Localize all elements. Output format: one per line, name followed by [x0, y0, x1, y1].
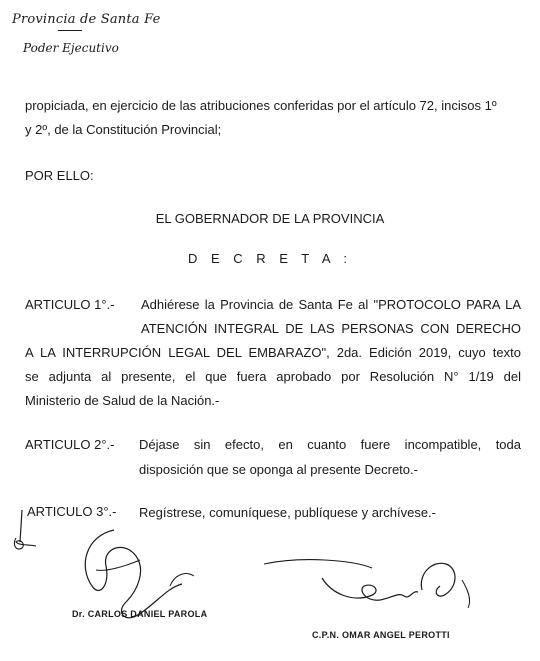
- article-3-line-1: Regístrese, comuníquese, publíquese y archívese.-: [139, 505, 436, 520]
- governor-heading: EL GOBERNADOR DE LA PROVINCIA: [155, 211, 385, 226]
- article-3-label: ARTICULO 3°.-: [27, 504, 117, 519]
- letterhead-executive: Poder Ejecutivo: [23, 41, 119, 55]
- article-1-line-5: Ministerio de Salud de la Nación.-: [25, 393, 220, 408]
- decreta-heading: D E C R E T A :: [187, 251, 353, 266]
- intro-line-1: propiciada, en ejercicio de las atribuciones conferidas por el artículo 72, incisos 1º: [25, 98, 497, 113]
- article-1-line-2: ATENCIÓN INTEGRAL DE LAS PERSONAS CON DERECHO: [141, 321, 521, 336]
- signature-perotti-scribble: [262, 550, 482, 620]
- intro-line-2: y 2º, de la Constitución Provincial;: [25, 122, 222, 137]
- article-1-line-4: se adjunta al presente, el que fuera aprobado por Resolución N° 1/19 del: [25, 369, 521, 384]
- letterhead: [8, 12, 168, 57]
- margin-initials-signature: [6, 508, 46, 558]
- letterhead-rule: [58, 30, 82, 31]
- article-1-line-3: A LA INTERRUPCIÓN LEGAL DEL EMBARAZO", 2da. Edición 2019, cuyo texto: [25, 345, 521, 360]
- article-1-line-1: Adhiérese la Provincia de Santa Fe al "PROTOCOLO PARA LA: [141, 297, 521, 312]
- article-2-label: ARTICULO 2°.-: [25, 437, 115, 452]
- article-2-line-1: Déjase sin efecto, en cuanto fuere incompatible, toda: [139, 437, 521, 452]
- signature-name-perotti: C.P.N. OMAR ANGEL PEROTTI: [312, 630, 450, 640]
- article-2-line-2: disposición que se oponga al presente Decreto.-: [139, 462, 418, 477]
- por-ello: POR ELLO:: [25, 168, 94, 183]
- letterhead-province: Provincia de Santa Fe: [12, 12, 161, 27]
- article-1-label: ARTICULO 1°.-: [25, 297, 115, 312]
- signature-name-parola: Dr. CARLOS DANIEL PAROLA: [72, 609, 208, 619]
